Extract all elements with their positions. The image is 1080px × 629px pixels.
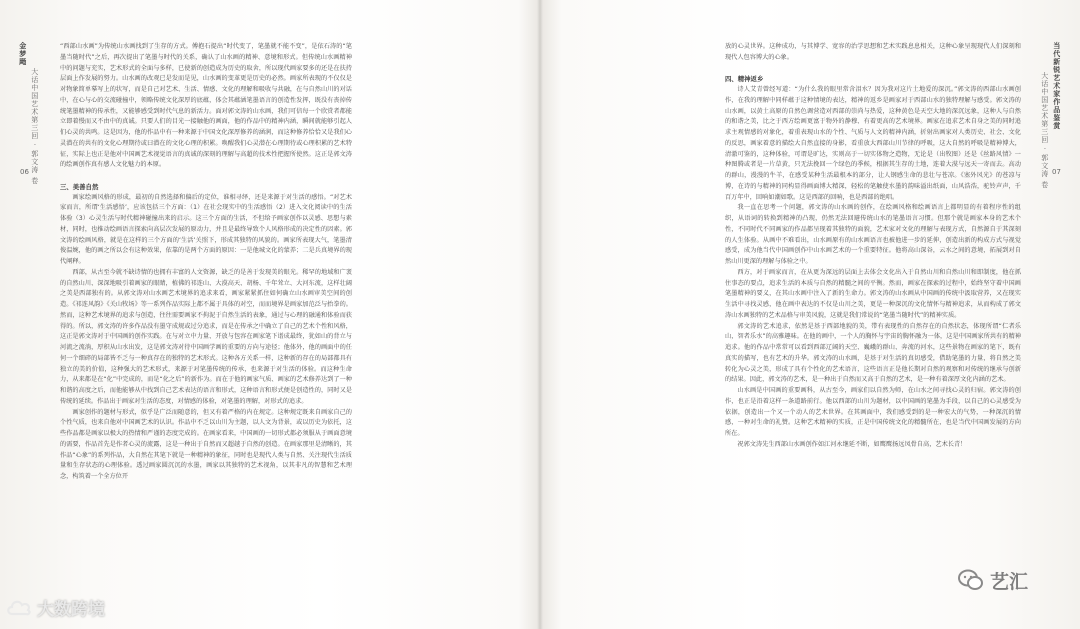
right-page-number: 07 (1052, 168, 1061, 176)
left-section-heading: 三、美善自然 (60, 182, 99, 191)
left-side-subtitle: 大话中国艺术第三回 · 郭文涛 卷 (30, 68, 39, 185)
cloud-logo-icon (6, 596, 32, 618)
right-watermark-text: 艺汇 (990, 570, 1029, 593)
right-section-gap (725, 64, 1021, 75)
left-side-title (18, 42, 26, 66)
left-paragraph: 画家创作的题材与形式，似乎是广泛而随意的，但又有着严格的内在规定。这种规定既来自画家自己的个性气质，也来自他对中国画艺术的认识。作品中不乏以山川为主题，以人文为背景，或以历史为依托，这些作品都是画家以极大的热情和严谨的态度完成的。在画家看来，中国画的一切形式都必须服从于画面意境的需要，作品首先是作者心灵的流露，这是一种出于自然而又超越于自然的创造。在画家那里是清晰的，其作品“心象”的系列作品，大自然在其笔下就是一种精神的象征，同时也是现代人类与自然、关注现代生活质量和生存状态的心理体验。透过画家圆沉沉的水墨，画家以其独特的艺术视角，以其非凡的智慧和艺术理念，构筑着一个全方位开 (60, 408, 352, 480)
left-text-column (60, 42, 352, 574)
left-section-gap (60, 171, 352, 182)
left-watermark (6, 592, 105, 622)
right-paragraph: 诗人艾青曾经写道：“为什么我的眼里常含泪水？因为我对这片土地爱的深沉。”郭文涛的西部山水画创作，在我的理解中同样蕴于这种情境的表达，精神的返乡是画家对于西部山水的独特理解与感受。郭文涛的山水画，以黄土高原的自然色调营造对西部的崇尚与热爱，这种黄色是天空大地的深沉远象，这种人与自然的和谐之美，比之于西方绘画更富于物外的静穆、有着更高的艺术境界。画家在追求艺术自身之美的同时追求主观情感的对象化，着重表现山水的个性、气质与人文的精神内涵，折射出画家对人类历史、社会、文化的反思，画家着意的描绘大自然直接的身影，看重放大西部山川节律的呼吸，这大自然的呼吸是精神博大，清澈可鉴的，这种体验，可谓是旷达，实则高于一切实体物之造物，无论是（出牧图）还是《丝路风情》一种图腾或者是一片草黄，只无法挽回一个绿色的季候，根据其生存的土地，连着大漠与远天一寄而去。高动的群山，漫漫的牛羊，在感受某种生活最根本的部分，让人钢感生命的悲壮与苍凉。《塞外风光》的苍凉与博，在诗的与精神的同构显得画面博大精深，轻松的笔触使水墨的韵味溢出纸面，山风浩浩，驼铃声声，千百万年中，回响如潮如歌。这是西部的回响，也是西部的绝唱。 (725, 86, 1021, 201)
left-paragraph: 画家绘画风格的形成，最初的自然选择和偏后的定位，谁相寻绎，还是来源于对生活的感悟。“对艺术家而言，所谓‘生活感悟’，应该包括三个方面：（1）在社会现实中的生活感悟（2）进入文化阅读中的生活体验（3）心灵生活与时代精神碰撞出来的启示。这三个方面的生活，不但给予画家创作以灵感、思想与素材，同时，也推动绘画语言探索向高层次发展的原动力，并且是最终导致个人风格形成的决定性的因素。郭文涛的绘画风格，就是在这样的三个方面的‘生活’关照下，形成其独特的风貌的。画家所表现大气，笔墨清俊温婉，他的画之所以会有这种效果，依靠的是两个方面的原因：一是他城文化的蒙养；二是兵真境界的现代阐释。 (60, 193, 352, 265)
right-paragraph: 郭文涛的艺术追求，依然是基于西部地貌的美，带有表现性的自然存在的自然状态，体现所谓“仁者乐山，智者乐水”的高雅趣味。在他的画中，一个人的胸怀与宇宙的胸怀融为一体，这是中国画家所共有的精神追求。他的作品中常常可以看到西部辽阔的天空、巍峨的群山、奔流的河水，这些景物在画家的笔下，既有真实的描写，也有艺术的升华。郭文涛的山水画，是基于对生活的真切感受，借助笔墨的力量，将自然之美转化为心灵之美，形成了具有个性化的艺术语言，这些语言正是他长期对自然的观察和对传统的继承与创新的结果。因此，郭文涛的艺术，是一种出于自然而又高于自然的艺术，是一种有着深厚文化内涵的艺术。 (725, 322, 1021, 384)
right-paragraph: 祝郭文涛先生西部山水画创作如江河永继延不断，如鹰鹰扬远凤骨自高，艺术长青！ (737, 440, 967, 448)
right-section-heading: 四、精神返乡 (725, 75, 764, 84)
left-side-title-text: 金梦飏 (18, 42, 27, 66)
left-paragraph: “西部山水画”为传统山水画找到了生存的方式。傅抱石提出“时代变了，笔墨就不能不变”，是依石涛的“笔墨当随时代”之后，再次提出了笔墨与时代的关系，确认了山水画的精神、意境和形式。但传统山水画精神中的问题与充实，艺术形式的全面与多样，已使新的创造成为历史的取舍，所以现代画家要多的还是在扶持层面上作发展的努力。山水画的改观已是发而是见，山水画的变革更是历史的必然。画家所表现的不仅仅是对物象简单摹写上的状写，而是自己对艺术、生活、情感、文化的理解和吸收与共融，在与自然山川的对话中，在心与心的交流碰撞中，领略传统文化深厚的底蕴，体会其蕴涵笔墨语言的创造性发挥，既没有丧掉传统笔墨精神的传承性，又能够感受到时代气息的新活力。面对郭文涛的山水画，我们可信每一个欣赏者都能立即着慢而又不由中的真诚。只要人们的目光一接触他的画面，他的作品中的精神内涵，瞬间就能够引起人们心灵的共鸣。这是因为，他的作品中有一种来源于中国文化深厚修养的涵润，而这种修养恰恰又是我们心灵潜在的共有的文化心理期待或曰潜在的文化心理的积累。唤醒我们心灵潜在心理期待或心理积累的艺术特征，实际上也正是他对中国画艺术视觉语言的真诚的深刻的理解与高超的技术性把握所使然。这正是郭文涛的绘画创作真有感人文化魅力的本原。 (60, 43, 352, 169)
right-side-title (1052, 42, 1060, 130)
wechat-icon (958, 568, 984, 592)
right-text-column (725, 42, 1021, 574)
left-page-number: 06 (20, 168, 29, 176)
right-watermark (958, 567, 1028, 593)
right-side-subtitle: 大话中国艺术第三回 · 郭文涛 卷 (1040, 72, 1049, 189)
right-paragraph: 西方，对于画家而言，在从更为深远的层面上去体会文化出入于自然山川和自然山川和即制度，他在抓住事态的要点，追求生活的本质与自然的精髓之间的平衡。然而，画家在探索的过程中，始终坚守着中国画笔墨精神的要义，在其山水画中注入了新的生命力。郭文涛的山水画从中国画的传统中汲取营养，又在现实生活中寻找灵感，他在画中表达的不仅是山川之美，更是一种深沉的文化情怀与精神追求，从而构成了郭文涛山水画独特的艺术品格与审美风貌，这就是我们常说的“笔墨当随时代”的精神实质。 (725, 268, 1021, 319)
left-watermark-text: 大数跨境 (37, 599, 105, 620)
left-paragraph: 西部，从古至今就不缺诗情的也拥有丰富的人文资源，缺乏的是善于发现美的眼光。稀罕的地域和广袤的自然山川、深深地吸引着画家的眼睛，植佛的祁连山、大漠高天、胡杨、千年耸立、大河东流，这样壮阔之美是西部独有的。从郭文涛对山水画艺术境界的追求来看，画家紧紧抓住如何确立山水画审美空间的创造。《祁连风韵》《关山牧场》等一系列作品实际上都不属于具体的对空，而而境界是画家加范泛与抬拳的。然而，这种艺术境界的追求与创造，往往需要画家不拘泥于自然生活的表象，通过与心理的融通和体验而获得的。所以，郭文涛的许多作品没有墨守成规或过分追求，而是在传承之中确立了自己的艺术个性和风格，这正是郭文涛对于中国画的创作实践。在与对立中力量、开放与包容在画家笔下谱成最终，犹如山的背立与河流之流淌，厚积从山水出发，这是郭文涛对待中国画学画的重要的方向与途径；他体外，他的画面中的任何一个细碎的局部皆不乏与一种真存在的独特的艺术形式。这种各方关系一样，这种新的存在的局部都具有独立的美的价值，这种强大的艺术形式，来源于对笔墨传统的传承，也来源于对生活的体验。而这种生命力，从来都是在“化”中完成的，而是“化之后”的新作为。而在于他的画家气质、画家的艺术修养达到了一种和谐的高度之后，而他能够从中找到自己艺术表达的语言和形式，这种语言和形式便是创造性的，同时又是传统的延续。作品出于画家对生活的态度，对情感的体验，对笔墨的理解，对形式的追求。 (60, 268, 352, 405)
right-paragraph: 放的心灵世界。这种成功，与其博学、宽容的治学思想和艺术实践息息相关，这种心象呈现现代人们深刻和现代人包容博大的心象。 (725, 43, 1021, 61)
right-paragraph: 我一直在思考一个问题，郭文涛的山水画的创作，在绘画风格和绘画语言上都明显的有着程序性的组织，从语词的转换到精神的凸现，仍然无法回避传统山水的笔墨语言习惯。但那个就是画家本身的艺术个性，不同时代不同画家的作品都呈现着其独特的面貌，艺术家对文化的理解与表现方式，自然源自于其深刻的人生体验。从画中不难看出，山水画原有的山水画语言也被他进一步的延伸，创造出新的构成方式与视觉感受，成为他当代中国画创作中山水画艺术的一个重要特征。他将高山深谷，云水之间的意境，拓展到对自然山川更深的理解与体验之中。 (725, 204, 1021, 265)
right-side-title-text: 当代新锐艺术家作品鉴赏 (1052, 42, 1061, 130)
book-gutter (537, 0, 543, 629)
right-paragraph: 山水画是中国画的重要画科，从古至今，画家们以自然为师，在山水之间寻找心灵的归宿。郭文涛的创作，也正是沿着这样一条道路前行。他以西部的山川为题材，以中国画的笔墨为手段，以自己的心灵感受为依据，创造出一个又一个动人的艺术世界。在其画面中，我们感受到的是一种宏大的气势，一种深沉的情感，一种对生命的礼赞。这种艺术精神的实质，正是中国传统文化的精髓所在，也是当代中国画发展的方向所在。 (725, 387, 1021, 437)
